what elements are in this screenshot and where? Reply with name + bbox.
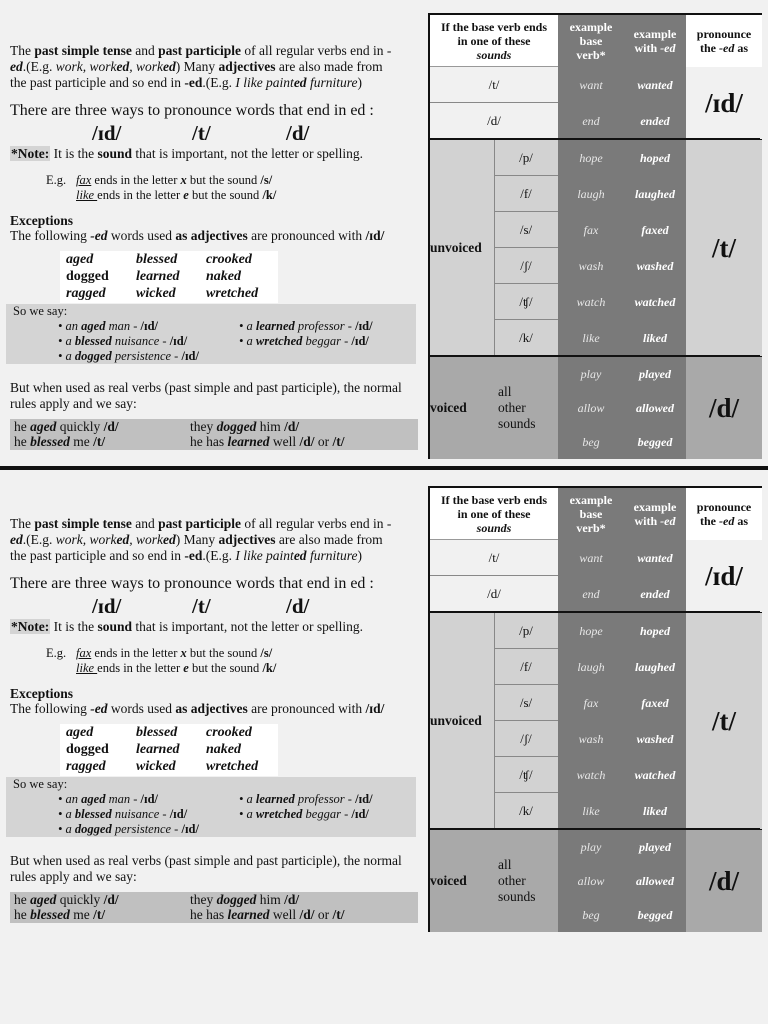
unvoiced-label: unvoiced xyxy=(430,140,494,356)
ed-verb-cell: watched xyxy=(634,767,676,782)
ed-verb-cell: played xyxy=(639,366,671,381)
sound-cell: /d/ xyxy=(487,113,501,128)
sound-cell: /p/ xyxy=(494,140,558,176)
base-verb-cell: laugh xyxy=(577,659,605,674)
worksheet-panel-top xyxy=(0,0,768,465)
base-verb-cell: wash xyxy=(578,731,604,746)
adjective-word: ragged xyxy=(66,759,106,774)
ipa-d: /d/ xyxy=(286,594,310,618)
ed-verb-cell: laughed xyxy=(634,186,675,201)
ed-verb-cell: watched xyxy=(634,294,676,309)
sound-cell: /s/ xyxy=(494,685,558,721)
sound-cell: /f/ xyxy=(494,649,558,685)
ed-verb-cell: ended xyxy=(640,113,670,128)
note-line: *Note: It is the sound that is important, not the letter or spelling. xyxy=(11,619,363,634)
real-verbs-line-1: But when used as real verbs (past simple and past participle), the normal xyxy=(10,853,402,868)
example-item: • an aged man - /ɪd/ xyxy=(58,792,159,806)
pronounce-d: /d/ xyxy=(686,357,762,459)
pronounce-id: /ɪd/ xyxy=(686,67,762,139)
intro-line-3: the past participle and so end in -ed.(E.g. I like painted furniture) xyxy=(10,548,362,563)
example-item: • an aged man - /ɪd/ xyxy=(58,319,159,333)
eg-row-fax: fax ends in the letter x but the sound /s/ xyxy=(76,646,273,660)
real-verbs-examples xyxy=(10,419,418,450)
pronounce-t: /t/ xyxy=(686,613,762,829)
example-item: he blessed me /t/ xyxy=(14,907,106,922)
adjective-word: ragged xyxy=(66,286,106,301)
three-ways-heading: There are three ways to pronounce words that end in ed : xyxy=(10,102,374,119)
exceptions-title: Exceptions xyxy=(10,686,74,701)
so-we-say-title: So we say: xyxy=(13,304,68,318)
ed-verb-cell: played xyxy=(639,839,671,854)
sound-cell: /p/ xyxy=(494,613,558,649)
ed-verb-cell: wanted xyxy=(637,550,673,565)
header-pronounce: pronounce the -ed as xyxy=(686,488,762,540)
example-item: • a learned professor - /ɪd/ xyxy=(239,319,373,333)
real-verbs-examples xyxy=(10,892,418,923)
base-verb-cell: laugh xyxy=(577,186,605,201)
header-base-ending: If the base verb ends in one of these sounds xyxy=(430,488,558,540)
ed-verb-cell: laughed xyxy=(634,659,675,674)
adjective-list xyxy=(60,251,278,303)
base-verb-cell: want xyxy=(579,550,603,565)
base-verb-cell: allow xyxy=(577,873,605,888)
base-verb-cell: wash xyxy=(578,258,604,273)
ed-verb-cell: washed xyxy=(636,258,674,273)
sound-cell: /t/ xyxy=(430,67,558,103)
ed-verb-cell: hoped xyxy=(640,150,670,165)
sound-cell: /ʃ/ xyxy=(494,248,558,284)
intro-line-1: The past simple tense and past participle of all regular verbs end in - xyxy=(10,43,392,58)
example-item: they dogged him /d/ xyxy=(190,419,300,434)
ed-verb-cell: faxed xyxy=(641,695,669,710)
base-verb-cell: beg xyxy=(582,907,600,922)
exceptions-title: Exceptions xyxy=(10,213,74,228)
ed-verb-cell: liked xyxy=(643,330,667,345)
ed-verb-cell: faxed xyxy=(641,222,669,237)
example-item: he has learned well /d/ or /t/ xyxy=(190,907,345,922)
example-item: • a blessed nuisance - /ɪd/ xyxy=(58,334,188,348)
adjective-word: crooked xyxy=(206,725,252,740)
header-base-ending: If the base verb ends in one of these sounds xyxy=(430,15,558,67)
voiced-label: voiced xyxy=(430,830,494,932)
example-item: he aged quickly /d/ xyxy=(14,419,119,434)
ed-verb-cell: wanted xyxy=(637,77,673,92)
eg-row-fax: fax ends in the letter x but the sound /s/ xyxy=(76,173,273,187)
voiced-label: voiced xyxy=(430,357,494,459)
header-example-base: example base verb* xyxy=(558,488,624,540)
real-verbs-line-2: rules apply and we say: xyxy=(10,396,137,411)
base-verb-cell: watch xyxy=(576,294,606,309)
adjective-word: wicked xyxy=(136,286,176,301)
ed-verb-cell: hoped xyxy=(640,623,670,638)
header-example-ed: example with -ed xyxy=(624,15,686,67)
adjective-word: learned xyxy=(136,269,180,284)
example-item: • a dogged persistence - /ɪd/ xyxy=(58,349,199,363)
base-verb-cell: end xyxy=(582,113,600,128)
example-item: they dogged him /d/ xyxy=(190,892,300,907)
base-verb-cell: fax xyxy=(583,695,599,710)
pronounce-t: /t/ xyxy=(686,140,762,356)
eg-label: E.g. xyxy=(46,646,67,660)
eg-label: E.g. xyxy=(46,173,67,187)
adjective-word: dogged xyxy=(66,742,109,757)
unvoiced-label: unvoiced xyxy=(430,613,494,829)
sound-cell: /ʧ/ xyxy=(494,757,558,793)
adjective-word: naked xyxy=(206,269,241,284)
three-ways-heading: There are three ways to pronounce words that end in ed : xyxy=(10,575,374,592)
sound-cell: /ʃ/ xyxy=(494,721,558,757)
example-item: he has learned well /d/ or /t/ xyxy=(190,434,345,449)
eg-row-like: like ends in the letter e but the sound /k/ xyxy=(76,661,277,675)
base-verb-cell: watch xyxy=(576,767,606,782)
real-verbs-line-1: But when used as real verbs (past simple and past participle), the normal xyxy=(10,380,402,395)
header-example-base: example base verb* xyxy=(558,15,624,67)
pronounce-d: /d/ xyxy=(686,830,762,932)
base-verb-cell: play xyxy=(580,839,602,854)
ed-verb-cell: liked xyxy=(643,803,667,818)
ipa-id: /ɪd/ xyxy=(92,121,122,145)
example-item: • a wretched beggar - /ɪd/ xyxy=(239,334,369,348)
so-we-say-box xyxy=(6,304,416,364)
intro-paragraph xyxy=(10,43,420,91)
exceptions-text: The following -ed words used as adjectives are pronounced with /ɪd/ xyxy=(10,701,385,716)
base-verb-cell: hope xyxy=(579,623,603,638)
ipa-id: /ɪd/ xyxy=(92,594,122,618)
sound-cell: /ʧ/ xyxy=(494,284,558,320)
voiced-sounds: all other sounds xyxy=(494,357,558,459)
base-verb-cell: like xyxy=(582,330,600,345)
intro-line-2: ed.(E.g. work, worked, worked) Many adjectives are also made from xyxy=(10,59,383,74)
adjective-word: blessed xyxy=(136,252,178,267)
ed-verb-cell: begged xyxy=(637,907,673,922)
example-item: • a learned professor - /ɪd/ xyxy=(239,792,373,806)
example-item: • a wretched beggar - /ɪd/ xyxy=(239,807,369,821)
ed-verb-cell: begged xyxy=(637,434,673,449)
intro-line-2: ed.(E.g. work, worked, worked) Many adjectives are also made from xyxy=(10,532,383,547)
real-verbs-line-2: rules apply and we say: xyxy=(10,869,137,884)
note-line: *Note: It is the sound that is important, not the letter or spelling. xyxy=(11,146,363,161)
worksheet-panel-bottom xyxy=(0,473,768,938)
panel-divider xyxy=(0,466,768,470)
sound-cell: /t/ xyxy=(430,540,558,576)
ipa-d: /d/ xyxy=(286,121,310,145)
base-verb-cell: fax xyxy=(583,222,599,237)
exceptions-text: The following -ed words used as adjectives are pronounced with /ɪd/ xyxy=(10,228,385,243)
intro-line-3: the past participle and so end in -ed.(E.g. I like painted furniture) xyxy=(10,75,362,90)
eg-examples xyxy=(76,173,406,203)
so-we-say-box xyxy=(6,777,416,837)
ipa-t: /t/ xyxy=(192,594,211,618)
eg-examples xyxy=(76,646,406,676)
real-verbs-text xyxy=(10,380,425,412)
voiced-sounds: all other sounds xyxy=(494,830,558,932)
adjective-word: blessed xyxy=(136,725,178,740)
base-verb-cell: allow xyxy=(577,400,605,415)
adjective-word: dogged xyxy=(66,269,109,284)
adjective-word: crooked xyxy=(206,252,252,267)
ed-verb-cell: ended xyxy=(640,586,670,601)
ed-verb-cell: washed xyxy=(636,731,674,746)
header-pronounce: pronounce the -ed as xyxy=(686,15,762,67)
so-we-say-left xyxy=(58,792,199,837)
intro-line-1: The past simple tense and past participle of all regular verbs end in - xyxy=(10,516,392,531)
ipa-t: /t/ xyxy=(192,121,211,145)
example-item: • a blessed nuisance - /ɪd/ xyxy=(58,807,188,821)
so-we-say-left xyxy=(58,319,199,364)
intro-paragraph xyxy=(10,516,420,564)
adjective-word: aged xyxy=(66,725,94,740)
sound-cell: /k/ xyxy=(519,330,533,345)
base-verb-cell: beg xyxy=(582,434,600,449)
header-example-ed: example with -ed xyxy=(624,488,686,540)
base-verb-cell: play xyxy=(580,366,602,381)
base-verb-cell: hope xyxy=(579,150,603,165)
eg-row-like: like ends in the letter e but the sound /k/ xyxy=(76,188,277,202)
adjective-word: naked xyxy=(206,742,241,757)
adjective-list xyxy=(60,724,278,776)
adjective-word: wicked xyxy=(136,759,176,774)
real-verbs-text xyxy=(10,853,425,885)
pronounce-id: /ɪd/ xyxy=(686,540,762,612)
sound-cell: /k/ xyxy=(519,803,533,818)
adjective-word: learned xyxy=(136,742,180,757)
sound-cell: /s/ xyxy=(494,212,558,248)
sound-cell: /f/ xyxy=(494,176,558,212)
example-item: he aged quickly /d/ xyxy=(14,892,119,907)
so-we-say-title: So we say: xyxy=(13,777,68,791)
ed-verb-cell: allowed xyxy=(636,400,674,415)
example-item: he blessed me /t/ xyxy=(14,434,106,449)
base-verb-cell: like xyxy=(582,803,600,818)
adjective-word: wretched xyxy=(206,759,259,774)
pronunciation-table xyxy=(428,13,762,459)
so-we-say-right xyxy=(239,319,373,349)
example-item: • a dogged persistence - /ɪd/ xyxy=(58,822,199,836)
adjective-word: wretched xyxy=(206,286,259,301)
base-verb-cell: end xyxy=(582,586,600,601)
adjective-word: aged xyxy=(66,252,94,267)
so-we-say-right xyxy=(239,792,373,822)
sound-cell: /d/ xyxy=(487,586,501,601)
base-verb-cell: want xyxy=(579,77,603,92)
ed-verb-cell: allowed xyxy=(636,873,674,888)
pronunciation-table xyxy=(428,486,762,932)
